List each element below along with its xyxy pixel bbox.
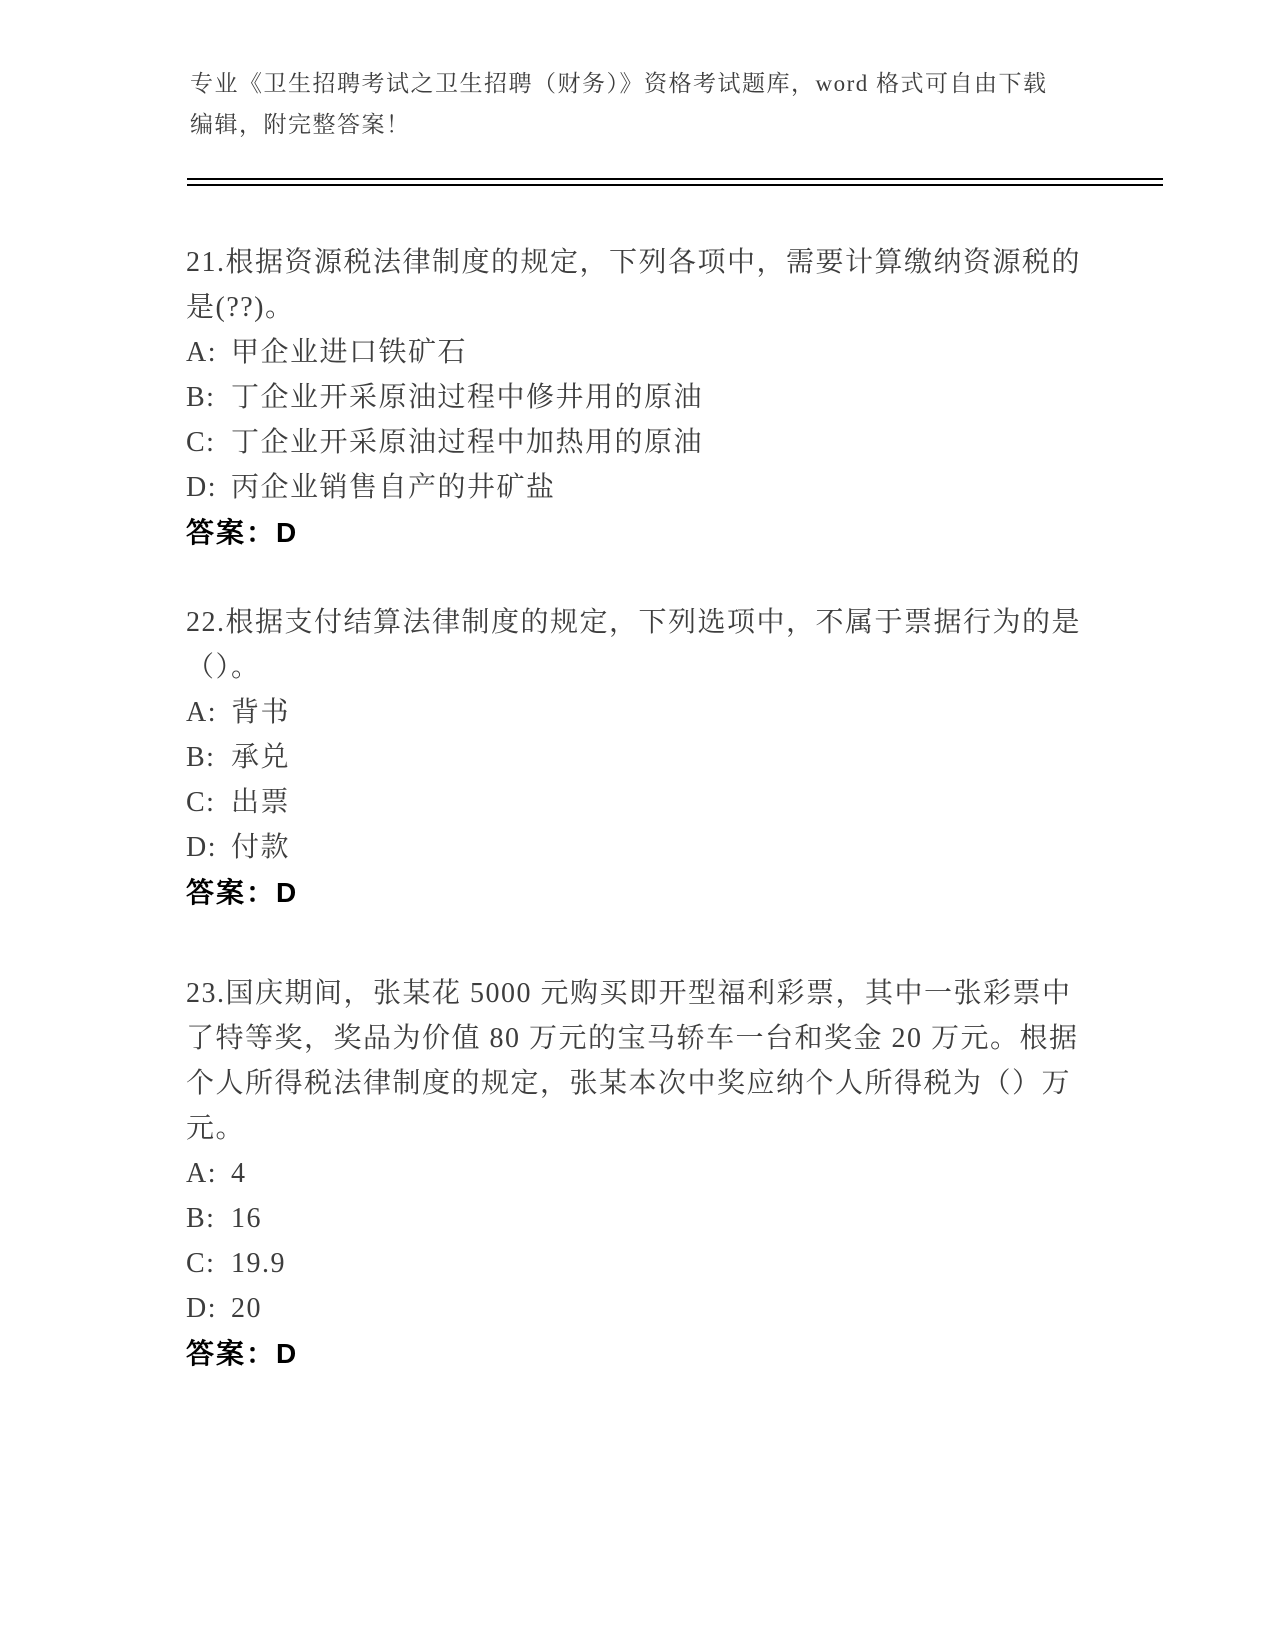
- question-block-22: [186, 600, 1166, 915]
- question-21-text-line-2: 是(??)。: [186, 292, 295, 323]
- question-23-text-line-3: 个人所得税法律制度的规定，张某本次中奖应纳个人所得税为（）万: [186, 1068, 1072, 1099]
- question-23-text-line-4: 元。: [186, 1113, 246, 1144]
- question-block-23: [186, 971, 1166, 1376]
- question-22-option-b: [186, 735, 1166, 780]
- option-text: 16: [231, 1203, 262, 1234]
- option-text: 背书: [231, 697, 291, 728]
- option-text: 丁企业开采原油过程中加热用的原油: [231, 427, 704, 458]
- question-21-option-b: [186, 375, 1166, 420]
- option-label: A:: [186, 337, 217, 368]
- document-header: [190, 63, 1048, 145]
- question-22-answer: 答案：D: [186, 877, 299, 908]
- option-label: A:: [186, 697, 217, 728]
- question-21-answer: 答案：D: [186, 517, 299, 548]
- question-21-option-d: [186, 465, 1166, 510]
- option-text: 承兑: [231, 742, 291, 773]
- question-23-option-b: [186, 1196, 1166, 1241]
- header-text-line-2: 编辑，附完整答案！: [190, 112, 411, 137]
- option-text: 丙企业销售自产的井矿盐: [231, 472, 556, 503]
- question-23-text-line-2: 了特等奖，奖品为价值 80 万元的宝马轿车一台和奖金 20 万元。根据: [186, 1023, 1079, 1054]
- option-text: 丁企业开采原油过程中修井用的原油: [231, 382, 704, 413]
- question-22-text-line-1: 22.根据支付结算法律制度的规定，下列选项中，不属于票据行为的是: [186, 607, 1082, 638]
- question-21-option-c: [186, 420, 1166, 465]
- option-text: 19.9: [231, 1248, 286, 1279]
- option-text: 20: [231, 1293, 262, 1324]
- question-block-21: [186, 240, 1166, 555]
- option-label: B:: [186, 382, 216, 413]
- question-22-option-d: [186, 825, 1166, 870]
- option-text: 4: [231, 1158, 247, 1189]
- header-text-line-1: 专业《卫生招聘考试之卫生招聘（财务）》资格考试题库，word 格式可自由下载: [190, 71, 1048, 96]
- question-23-text-line-1: 23.国庆期间，张某花 5000 元购买即开型福利彩票，其中一张彩票中: [186, 978, 1072, 1009]
- question-list: [186, 240, 1166, 1376]
- option-label: D:: [186, 472, 217, 503]
- question-23-option-a: [186, 1151, 1166, 1196]
- question-22-text-line-2: （）。: [186, 652, 261, 683]
- question-23-answer: 答案：D: [186, 1338, 299, 1369]
- option-text: 甲企业进口铁矿石: [231, 337, 468, 368]
- option-label: C:: [186, 427, 216, 458]
- question-22-option-c: [186, 780, 1166, 825]
- question-21-option-a: [186, 330, 1166, 375]
- option-text: 出票: [231, 787, 291, 818]
- option-label: A:: [186, 1158, 217, 1189]
- option-label: D:: [186, 832, 217, 863]
- header-divider-line: [187, 178, 1163, 186]
- option-text: 付款: [231, 832, 291, 863]
- question-23-option-c: [186, 1241, 1166, 1286]
- question-22-option-a: [186, 690, 1166, 735]
- question-21-text-line-1: 21.根据资源税法律制度的规定，下列各项中，需要计算缴纳资源税的: [186, 247, 1082, 278]
- option-label: C:: [186, 1248, 216, 1279]
- option-label: B:: [186, 742, 216, 773]
- question-23-option-d: [186, 1286, 1166, 1331]
- option-label: D:: [186, 1293, 217, 1324]
- option-label: B:: [186, 1203, 216, 1234]
- option-label: C:: [186, 787, 216, 818]
